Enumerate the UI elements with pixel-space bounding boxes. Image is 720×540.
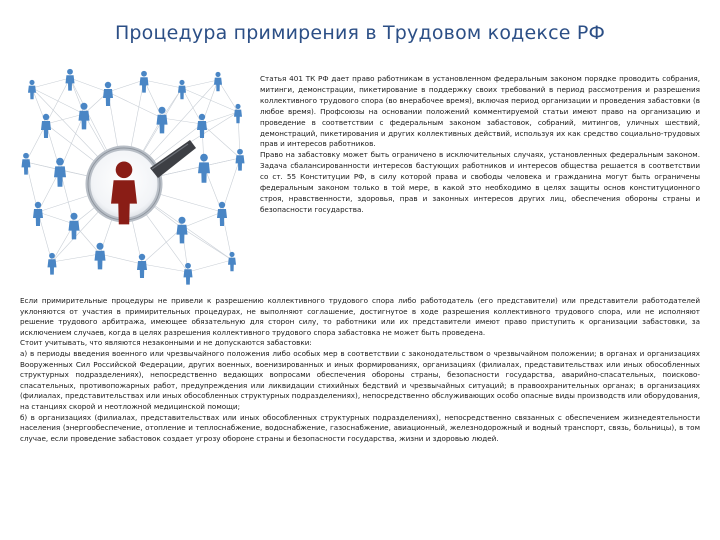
- network-line: [218, 80, 238, 112]
- person-icon: [177, 217, 188, 244]
- person-icon: [95, 243, 106, 270]
- person-icon: [140, 71, 149, 93]
- network-line: [144, 80, 182, 88]
- article-paragraph: Статья 401 ТК РФ дает право работникам в установленном федеральным законом порядке проводить собрания, митинги, демонстрации, пикетирование в поддержку своих требований в период рассмотрения и разрешения коллективного трудового спора (во внерабочее время), включая период организации и проведения забастовки (в любое время). Профсоюзы на основании положений комментируемой статьи имеют право на организацию и проведение в соответствии с федеральным законом забастовок, собраний, митингов, уличных шествий, демонстраций, пикетирования и других коллективных действий, используя их как средство социально-трудовых прав и интересов работников.: [260, 74, 700, 149]
- network-line: [142, 228, 182, 264]
- network-line: [52, 254, 100, 262]
- people-network-magnifier-icon: [12, 66, 252, 296]
- network-line: [142, 264, 188, 272]
- person-icon: [217, 202, 227, 226]
- network-line: [70, 78, 108, 92]
- body-paragraph: б) в организациях (филиалах, представительствах или иных обособленных структурных подразделениях), непосредственно связанных с обеспечением жизнедеятельности населения (энергообеспечение, отопление и теплоснабжение, водоснабжение, газоснабжение, авиационный, железнодорожный и водный транспорт, связь, больницы), в том случае, если проведение забастовок создает угрозу обороне страны и безопасности государства, жизни и здоровью людей.: [20, 412, 700, 443]
- person-icon: [178, 80, 186, 99]
- body-paragraph: Если примирительные процедуры не привели к разрешению коллективного трудового спора либо работодатель (его представители) или представители работодателей уклоняются от участия в примирительных процедурах, не выполняют соглашение, достигнутое в ходе разрешения коллективного трудового спора, или не исполняют решение трудового арбитража, имеющее обязательную для сторон силу, то работники или их представители имеют право приступить к организации забастовки, за исключением случаев, когда в целях разрешения коллективного трудового спора забастовка не может быть проведена.: [20, 296, 700, 337]
- network-line: [182, 212, 222, 228]
- person-icon: [103, 82, 113, 106]
- network-line: [182, 228, 232, 260]
- person-icon: [137, 254, 147, 278]
- network-line: [46, 78, 70, 124]
- body-paragraph: а) в периоды введения военного или чрезвычайного положения либо особых мер в соответствии с законодательством о чрезвычайном положении; в органах и организациях Вооруженных Сил Российской Федерации, других военных, военизированных и иных формированиях, организациях (филиалах, представительствах или иных обособленных структурных подразделениях), непосредственно ведающих вопросами обеспечения обороны страны, безопасности государства, аварийно-спасательных, поисково-спасательных, противопожарных работ, предупреждения или ликвидации стихийных бедствий и чрезвычайных ситуаций; в правоохранительных органах; в организациях (филиалах, представительствах или иных обособленных структурных подразделениях), непосредственно обслуживающих особо опасные виды производств или оборудования, на станциях скорой и неотложной медицинской помощи;: [20, 348, 700, 411]
- network-line: [188, 260, 232, 272]
- network-line: [182, 88, 202, 124]
- person-icon: [198, 154, 210, 183]
- network-line: [108, 92, 162, 118]
- network-line: [182, 88, 238, 112]
- network-line: [100, 254, 142, 264]
- person-icon: [228, 252, 236, 271]
- person-icon: [157, 107, 168, 134]
- article-401-text: [260, 74, 700, 216]
- magnifier-icon: [88, 140, 196, 224]
- person-icon: [66, 69, 75, 91]
- network-line: [108, 80, 144, 92]
- network-line: [202, 124, 240, 158]
- body-paragraph: Стоит учитывать, что являются незаконными и не допускаются забастовки:: [20, 338, 312, 348]
- person-icon: [234, 104, 242, 123]
- network-line: [38, 212, 74, 224]
- network-line: [32, 78, 70, 88]
- network-line: [162, 118, 202, 124]
- network-line: [202, 112, 238, 124]
- person-icon: [54, 158, 66, 187]
- person-icon: [69, 213, 80, 240]
- page-title: Процедура примирения в Трудовом кодексе РФ: [114, 22, 606, 44]
- network-line: [182, 80, 218, 88]
- person-icon: [79, 103, 90, 130]
- article-paragraph: Право на забастовку может быть ограничено в исключительных случаях, установленных федеральным законом. Задача сбалансированности интересов бастующих работников и интересов общества решается в соответствии со ст. 55 Конституции РФ, в силу которой права и свободы человека и гражданина могут быть ограничены федеральным законом только в той мере, в какой это необходимо в целях защиты основ конституционного строя, нравственности, здоровья, прав и законных интересов других лиц, обеспечения обороны страны и безопасности государства.: [260, 150, 700, 214]
- strike-conditions-text: [20, 296, 700, 444]
- person-icon: [184, 263, 193, 285]
- person-icon: [28, 80, 36, 99]
